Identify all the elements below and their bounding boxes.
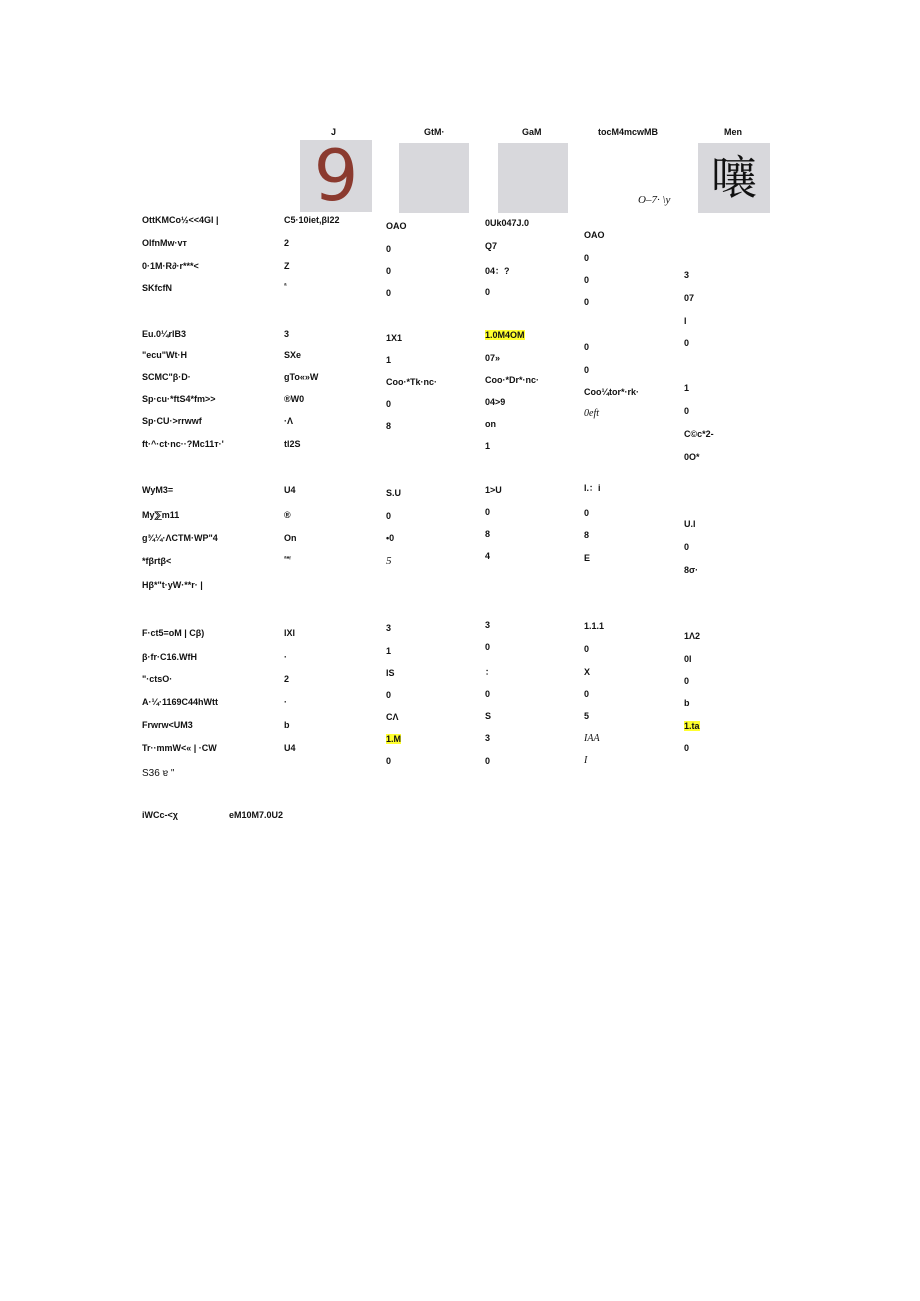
- row-label: Frwrw<UM3: [142, 720, 193, 730]
- highlighted-cell-value: 1.M: [386, 734, 402, 744]
- cell-value: 0: [684, 743, 690, 753]
- cell-value: 3: [485, 620, 491, 630]
- cell-value: Coo·*Tk·nc·: [386, 377, 437, 387]
- row-label: My⅀m11: [142, 510, 180, 520]
- row-label: *fβrtβ<: [142, 556, 172, 566]
- cell-value: ®W0: [284, 394, 305, 404]
- cell-value: S: [485, 711, 492, 721]
- row-label: g¾¼·ΛCTM·WP"4: [142, 533, 218, 543]
- highlighted-cell-value: 1.ta: [684, 721, 700, 731]
- cell-value: 1.1.1: [584, 621, 605, 631]
- cell-value: 1>U: [485, 485, 502, 495]
- numeral-image: 9: [300, 140, 372, 212]
- cell-value: IS: [386, 668, 395, 678]
- cell-value: ·Λ: [284, 416, 293, 426]
- cell-value: 07: [684, 293, 695, 303]
- cell-value: I: [584, 755, 588, 766]
- cell-value: 0: [584, 644, 590, 654]
- cell-value: 8: [386, 421, 392, 431]
- cell-value: 0: [485, 756, 491, 766]
- cell-value: 1: [485, 441, 491, 451]
- cell-value: ®: [284, 510, 291, 520]
- cell-value: 2: [284, 674, 290, 684]
- cell-value: 0eft: [584, 408, 599, 419]
- cell-value: 0: [485, 642, 491, 652]
- cell-value: 4: [485, 551, 491, 561]
- cell-value: U.l: [684, 519, 696, 529]
- cell-value: 0l: [684, 654, 692, 664]
- cell-value: 0: [584, 275, 590, 285]
- column-header-3: GaM: [522, 127, 542, 137]
- cell-value: 04>9: [485, 397, 506, 407]
- cell-value: 0: [684, 406, 690, 416]
- cell-value: 0O*: [684, 452, 700, 462]
- highlighted-cell-value: 1.0M4OM: [485, 330, 525, 340]
- row-label: A·¼·1169C44hWtt: [142, 697, 219, 707]
- cell-value: 1: [684, 383, 690, 393]
- cell-value: OAO: [584, 230, 605, 240]
- cell-value: 0: [485, 287, 491, 297]
- row-label: 0·1M·R∂·r***<: [142, 261, 199, 271]
- row-label: OttKMCo½<<4Gl |: [142, 215, 219, 225]
- column-header-2: GtM·: [424, 127, 445, 137]
- cell-value: 8σ·: [684, 565, 699, 575]
- cell-value: 07»: [485, 353, 501, 363]
- cell-value: 2: [284, 238, 290, 248]
- cell-value: 0: [386, 690, 392, 700]
- cell-value: 0: [584, 508, 590, 518]
- cell-value: ·: [284, 697, 287, 707]
- cell-value: On: [284, 533, 297, 543]
- cell-value: U4: [284, 485, 296, 495]
- cell-value: 0: [684, 676, 690, 686]
- row-label: S36 ɐ ": [142, 768, 175, 779]
- row-label: WyM3=: [142, 485, 174, 495]
- cell-value: 0: [584, 253, 590, 263]
- cell-value: 1X1: [386, 333, 403, 343]
- cell-value: 1Λ2: [684, 631, 701, 641]
- footer-value: eM10M7.0U2: [229, 810, 284, 820]
- cell-value: 8: [584, 530, 590, 540]
- row-label: SKfcfN: [142, 283, 173, 293]
- column-header-5: Men: [724, 127, 742, 137]
- cell-value: IAA: [584, 733, 600, 744]
- image-placeholder-3: [498, 143, 568, 213]
- cell-value: 1: [386, 355, 392, 365]
- cell-value: l: [684, 316, 687, 326]
- cell-value: X: [584, 667, 591, 677]
- row-label: ft·^·ct·nc··?Mc11т·': [142, 439, 224, 449]
- row-label: Sp·CU·>rrwwf: [142, 416, 202, 426]
- footer-label: iWCc-<χ: [142, 810, 178, 820]
- cell-value: Coo·*Dr*·nc·: [485, 375, 539, 385]
- row-label: Hβ*"t·yW·**r· |: [142, 580, 203, 590]
- character-image: 嚷: [698, 143, 770, 213]
- column-header-4: tocM4mcwMB: [598, 127, 659, 137]
- cell-value: tl2S: [284, 439, 301, 449]
- cell-value: lXl: [284, 628, 296, 638]
- cell-value: 0: [386, 288, 392, 298]
- cell-value: 3: [284, 329, 290, 339]
- row-label: F·ct5=oM | Cβ): [142, 628, 205, 638]
- row-label: "·ctsO·: [142, 674, 173, 684]
- cell-value: 0: [584, 689, 590, 699]
- cell-value: 8: [485, 529, 491, 539]
- cell-value: Q7: [485, 241, 498, 251]
- cell-value: U4: [284, 743, 296, 753]
- cell-value: 3: [386, 623, 392, 633]
- cell-value: on: [485, 419, 496, 429]
- cell-value: S.U: [386, 488, 402, 498]
- cell-value: 0Uk047J.0: [485, 218, 530, 228]
- cell-value: C©c*2-: [684, 429, 714, 439]
- cell-value: 5: [584, 711, 590, 721]
- cell-value: 0: [584, 297, 590, 307]
- cell-value: 1: [386, 646, 392, 656]
- cell-value: b: [684, 698, 690, 708]
- cell-value: C5·10iet,βl22: [284, 215, 340, 225]
- cell-value: OAO: [386, 221, 407, 231]
- cell-value: 0: [584, 342, 590, 352]
- row-label: "ecu"Wt·H: [142, 350, 188, 360]
- cell-value: ·: [284, 652, 287, 662]
- image-caption: O–7· \y: [638, 194, 671, 206]
- cell-value: ª: [284, 283, 287, 290]
- row-label: β·fr·C16.WfH: [142, 652, 197, 662]
- image-placeholder-2: [399, 143, 469, 213]
- cell-value: 0: [386, 511, 392, 521]
- cell-value: 0: [485, 689, 491, 699]
- cell-value: ：: [485, 667, 495, 677]
- cell-value: 0: [386, 244, 392, 254]
- cell-value: b: [284, 720, 290, 730]
- cell-value: gTo«»W: [284, 372, 319, 382]
- cell-value: E: [584, 553, 591, 563]
- cell-value: 0: [684, 542, 690, 552]
- row-label: OlfnMw·vт: [142, 238, 187, 248]
- cell-value: 0: [386, 756, 392, 766]
- cell-value: ª*ʳ: [284, 556, 292, 563]
- row-label: Sp·cu·*ftS4*fm>>: [142, 394, 216, 404]
- row-label: Tr··mmW<« | ·CW: [142, 743, 217, 753]
- cell-value: 3: [485, 733, 491, 743]
- cell-value: •0: [386, 533, 395, 543]
- cell-value: l.：i: [584, 483, 601, 493]
- cell-value: 0: [684, 338, 690, 348]
- cell-value: 04：?: [485, 266, 510, 276]
- cell-value: CΛ: [386, 712, 399, 722]
- row-label: SCMC"β·D·: [142, 372, 191, 382]
- row-label: Eu.0¼rlB3: [142, 329, 187, 339]
- column-header-1: J: [331, 127, 337, 137]
- cell-value: 0: [386, 266, 392, 276]
- cell-value: 0: [485, 507, 491, 517]
- cell-value: SXe: [284, 350, 302, 360]
- cell-value: 3: [684, 270, 690, 280]
- cell-value: Z: [284, 261, 290, 271]
- cell-value: 5: [386, 555, 392, 567]
- cell-value: Coo¼tor*·rk·: [584, 387, 640, 397]
- cell-value: 0: [386, 399, 392, 409]
- cell-value: 0: [584, 365, 590, 375]
